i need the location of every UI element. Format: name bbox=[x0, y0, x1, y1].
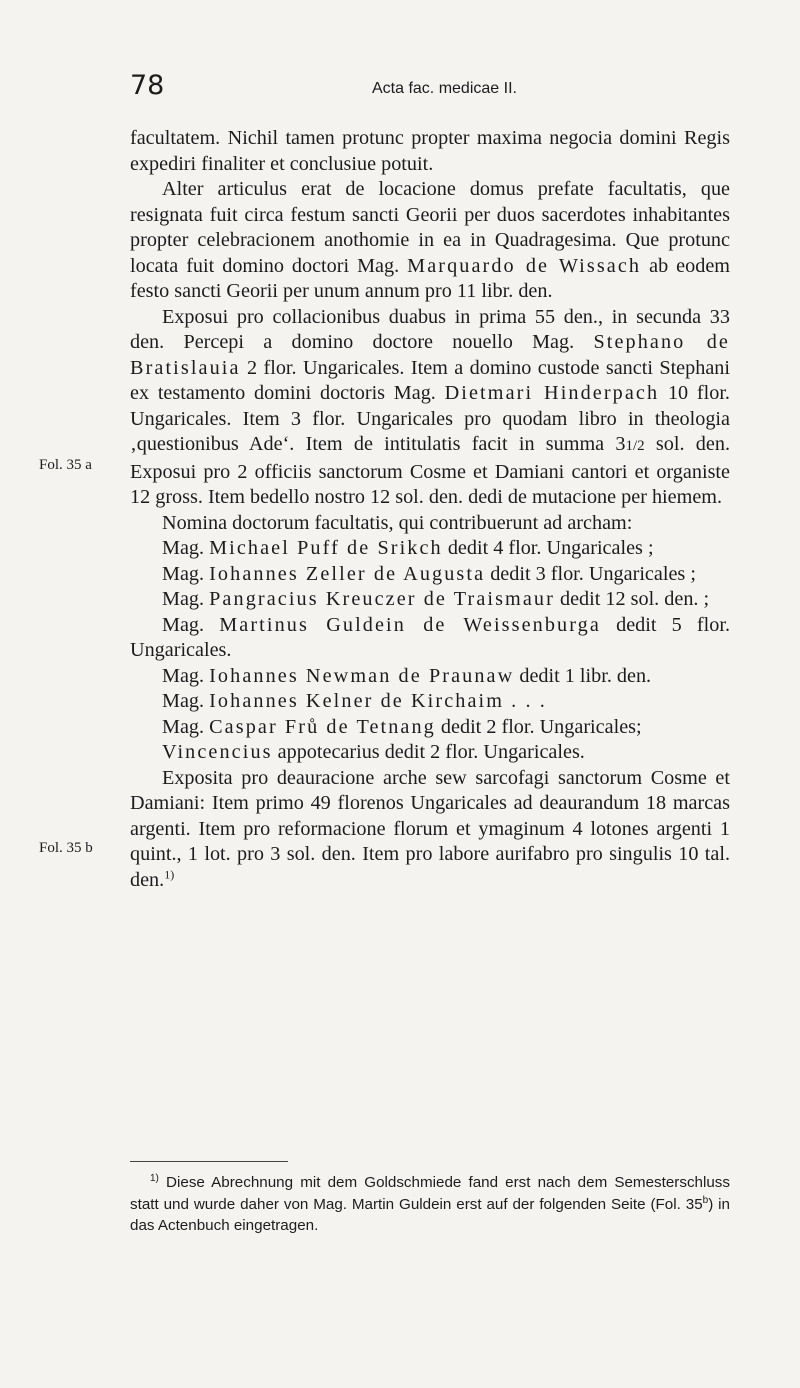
entry-text: dedit 2 flor. Ungaricales; bbox=[440, 715, 642, 738]
footnote-marker: 1) bbox=[150, 1172, 159, 1184]
entry-text: dedit 5 flor. Ungaricales. bbox=[130, 613, 730, 661]
doctor-entry-2 bbox=[130, 562, 730, 588]
paragraph-3-b: 2 flor. Ungaricales. Item a domino custode sancti Stephani ex testamento domini doctoris Mag. bbox=[130, 356, 730, 404]
doctor-entry-7 bbox=[130, 715, 730, 741]
entry-text: dedit 3 flor. Ungaricales ; bbox=[490, 562, 696, 585]
paragraph-2-end: ab eodem festo sancti Georii per unum annum pro 11 libr. den. bbox=[130, 254, 730, 302]
paragraph-3-a: Exposui pro collacionibus duabus in prima 55 den., in secunda 33 den. Percepi a domino doctore nouello Mag. bbox=[130, 305, 730, 353]
page-header bbox=[130, 70, 730, 114]
paragraph-2-text: Alter articulus erat de locacione domus prefate facultatis, que resignata fuit circa festum sancti Georii per duos sacerdotes inhabitantes propter celebracionem anothomie in ea in Quadragesima. Que protunc locata fuit domino doctori Mag. bbox=[130, 178, 730, 277]
paragraph-4-text: Nomina doctorum facultatis, qui contribuerunt ad archam: bbox=[162, 511, 633, 534]
person-name: Iohannes Kelner de Kirchaim . . . bbox=[209, 690, 547, 712]
paragraph-4 bbox=[130, 511, 730, 537]
person-name: Pangracius Kreuczer de Traismaur bbox=[209, 588, 555, 610]
paragraph-3 bbox=[130, 305, 730, 511]
person-name: Vincencius bbox=[162, 741, 273, 763]
title: Mag. bbox=[162, 588, 205, 610]
paragraph-5 bbox=[130, 766, 730, 894]
paragraph-1 bbox=[130, 126, 730, 177]
footnote-text: Diese Abrechnung mit dem Goldschmiede fand erst nach dem Semesterschluss statt und wurde daher von Mag. Martin Guldein erst auf der folgenden Seite (Fol. 35 bbox=[130, 1174, 730, 1213]
fraction: 1/2 bbox=[625, 438, 645, 454]
person-name: Stephano de Bratislauia bbox=[130, 331, 730, 379]
page-number: 78 bbox=[130, 70, 165, 101]
person-name: Dietmari Hinderpach bbox=[444, 382, 660, 404]
footnote-text-end: ) in das Actenbuch eingetragen. bbox=[130, 1195, 730, 1234]
title: Mag. bbox=[162, 715, 205, 738]
footnote-folio-superscript: b bbox=[702, 1194, 709, 1206]
person-name: Marquardo de Wissach bbox=[407, 254, 642, 277]
margin-note-fol-35b: Fol. 35 b bbox=[39, 840, 93, 856]
doctor-entry-6 bbox=[130, 689, 730, 715]
doctor-entry-8 bbox=[130, 740, 730, 766]
title: Mag. bbox=[162, 537, 205, 559]
doctor-entry-1 bbox=[130, 536, 730, 562]
paragraph-2 bbox=[130, 177, 730, 305]
title: Mag. bbox=[162, 562, 205, 585]
main-text bbox=[130, 126, 730, 893]
person-name: Caspar Frů de Tetnang bbox=[209, 715, 436, 738]
paragraph-3-c: 10 flor. Ungaricales. Item 3 flor. Ungaricales pro quodam libro in theologia ‚questionibus Ade‘. Item de intitulatis facit in summa 3 bbox=[130, 382, 730, 455]
footnote-rule bbox=[130, 1161, 288, 1162]
entry-text: dedit 1 libr. den. bbox=[519, 664, 652, 687]
person-name: Iohannes Zeller de Augusta bbox=[209, 562, 486, 585]
footnote-reference: 1) bbox=[164, 866, 175, 881]
title: Mag. bbox=[162, 664, 205, 687]
running-head: Acta fac. medicae II. bbox=[372, 80, 517, 97]
person-name: Iohannes Newman de Praunaw bbox=[209, 664, 515, 687]
footnote bbox=[130, 1172, 730, 1237]
title: Mag. bbox=[162, 613, 205, 636]
entry-text: appotecarius dedit 2 flor. Ungaricales. bbox=[277, 741, 585, 763]
person-name: Michael Puff de Srikch bbox=[209, 537, 443, 559]
title: Mag. bbox=[162, 690, 205, 712]
person-name: Martinus Guldein de Weissenburga bbox=[219, 613, 601, 636]
doctor-entry-4 bbox=[130, 613, 730, 664]
paragraph-1-text: facultatem. Nichil tamen protunc propter maxima negocia domini Regis expediri finaliter et conclusiue potuit. bbox=[130, 127, 730, 175]
entry-text: dedit 12 sol. den. ; bbox=[559, 588, 710, 610]
entry-text: dedit 4 flor. Ungaricales ; bbox=[447, 537, 654, 559]
margin-note-fol-35a: Fol. 35 a bbox=[39, 457, 92, 473]
paragraph-5-text: Exposita pro deauracione arche sew sarcofagi sanctorum Cosme et Damiani: Item primo 49 florenos Ungaricales ad deaurandum 18 marcas argenti. Item pro reformacione florum et ymaginum 4 lotones argenti 1 quint., 1 lot. pro 3 sol. den. Item pro labore aurifabro pro singulis 10 tal. den. bbox=[130, 766, 730, 891]
doctor-entry-3 bbox=[130, 587, 730, 613]
paragraph-3-d: sol. den. Exposui pro 2 officiis sanctorum Cosme et Damiani cantori et organiste 12 gross. Item bedello nostro 12 sol. den. dedi de mutacione per hiemem. bbox=[130, 433, 730, 508]
doctor-entry-5 bbox=[130, 664, 730, 690]
